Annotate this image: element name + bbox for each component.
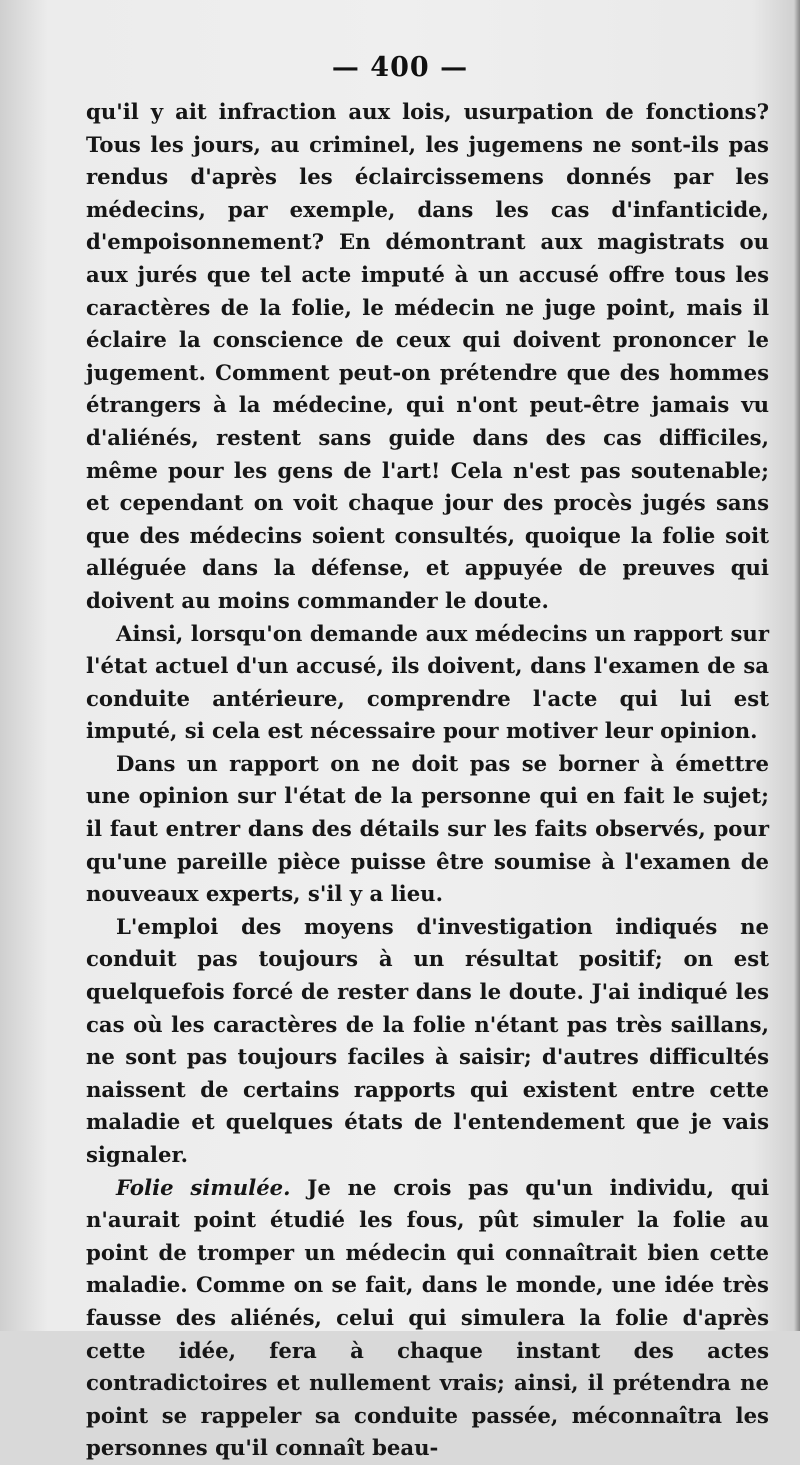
paragraph-3: Dans un rapport on ne doit pas se borner à émettre une opinion sur l'état de la personne qui en fait le sujet; il faut entrer dans des détails sur les faits observés, pour qu'une pareille pièce puisse être soumise à l'examen de nouveaux experts, s'il y a lieu. [86, 750, 769, 907]
paragraph-1: qu'il y ait infraction aux lois, usurpation de fonctions? Tous les jours, au criminel, les jugemens ne sont-ils pas rendus d'après les éclaircissemens donnés par les médecins, par exemple, dans les cas d'infanticide, d'empoisonnement? En démontrant aux magistrats ou aux jurés que tel acte imputé à un accusé offre tous les caractères de la folie, le médecin ne juge point, mais il éclaire la conscience de ceux qui doivent prononcer le jugement. Comment peut-on prétendre que des hommes étrangers à la médecine, qui n'ont peut-être jamais vu d'aliénés, restent sans guide dans des cas difficiles, même pour les gens de l'art! Cela n'est pas soutenable; et cependant on voit chaque jour des procès jugés sans que des médecins soient consultés, quoique la folie soit alléguée dans la défense, et appuyée de preuves qui doivent au moins commander le doute. [86, 99, 769, 613]
body-text [86, 96, 769, 1465]
page-number: — 400 — [331, 52, 469, 83]
paragraph-5 [86, 1172, 769, 1465]
paragraph-4: L'emploi des moyens d'investigation indiqués ne conduit pas toujours à un résultat positif; on est quelquefois forcé de rester dans le doute. J'ai indiqué les cas où les caractères de la folie n'étant pas très saillans, ne sont pas toujours faciles à saisir; d'autres difficultés naissent de certains rapports qui existent entre cette maladie et quelques états de l'entendement que je vais signaler. [86, 913, 769, 1167]
paragraph-2: Ainsi, lorsqu'on demande aux médecins un rapport sur l'état actuel d'un accusé, ils doivent, dans l'examen de sa conduite antérieure, comprendre l'acte qui lui est imputé, si cela est nécessaire pour motiver leur opinion. [86, 620, 769, 744]
section-title-folie-simulee: Folie simulée. [116, 1174, 291, 1200]
paragraph-5-text: Je ne crois pas qu'un individu, qui n'aurait point étudié les fous, pût simuler la folie au point de tromper un médecin qui connaîtrait bien cette maladie. Comme on se fait, dans le monde, une idée très fausse des aliénés, celui qui simulera la folie d'après cette idée, fera à chaque instant des actes contradictoires et nullement vrais; ainsi, il prétendra ne point se rappeler sa conduite passée, méconnaîtra les personnes qu'il connaît beau- [86, 1174, 769, 1461]
